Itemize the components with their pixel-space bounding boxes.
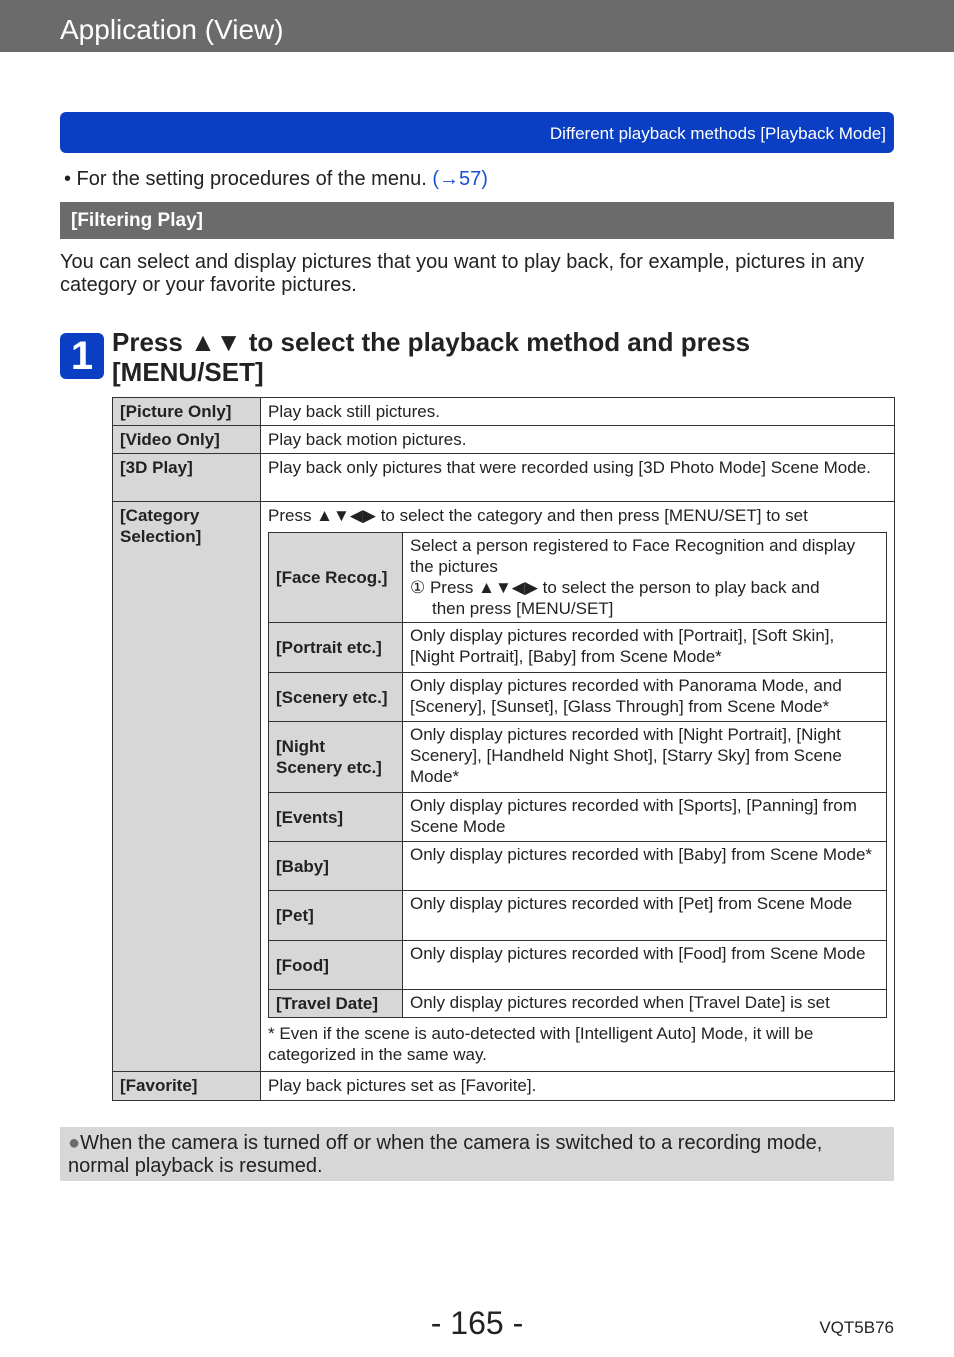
row-label: [Picture Only] (113, 398, 261, 426)
playback-method-table (112, 397, 895, 1101)
category-description: Only display pictures recorded with [Night Portrait], [Night Scenery], [Handheld Night Shot], [Starry Sky] from Scene Mode* (403, 722, 887, 793)
category-label: [Pet] (269, 891, 403, 941)
category-label: [Travel Date] (269, 990, 403, 1018)
row-label: [3D Play] (113, 454, 261, 502)
face-recog-line: Select a person registered to Face Recognition and display the pictures (410, 536, 856, 576)
table-row (269, 941, 887, 990)
table-row (269, 722, 887, 793)
category-description: Only display pictures recorded with [Pet] from Scene Mode (403, 891, 887, 941)
row-description: Play back pictures set as [Favorite]. (261, 1072, 895, 1101)
row-description: Play back still pictures. (261, 398, 895, 426)
top-header-bar (0, 0, 954, 52)
page-header-title: Application (View) (60, 14, 284, 45)
table-row (113, 426, 895, 454)
section-intro: You can select and display pictures that you want to play back, for example, pictures in any category or your favorite pictures. (60, 251, 865, 296)
category-table (268, 532, 887, 1018)
table-row (269, 623, 887, 673)
category-label: [Events] (269, 793, 403, 842)
category-description: Only display pictures recorded when [Travel Date] is set (403, 990, 887, 1018)
row-description: Play back motion pictures. (261, 426, 895, 454)
table-row (269, 793, 887, 842)
face-recog-line: then press [MENU/SET] (432, 599, 614, 618)
category-label: [Food] (269, 941, 403, 990)
category-label: [Baby] (269, 842, 403, 891)
category-description: Only display pictures recorded with [Portrait], [Soft Skin], [Night Portrait], [Baby] from Scene Mode* (403, 623, 887, 673)
category-description: Only display pictures recorded with [Baby] from Scene Mode* (403, 842, 887, 891)
category-label: [Face Recog.] (269, 533, 403, 623)
document-code: VQT5B76 (819, 1318, 894, 1337)
category-description (403, 533, 887, 623)
table-row (269, 891, 887, 941)
category-label: [Portrait etc.] (269, 623, 403, 673)
category-label: [Night Scenery etc.] (269, 722, 403, 793)
category-description: Only display pictures recorded with Panorama Mode, and [Scenery], [Sunset], [Glass Through] from Scene Mode* (403, 673, 887, 722)
table-row (269, 990, 887, 1018)
page-number: - 165 - (430, 1305, 524, 1341)
step-title: Press ▲▼ to select the playback method and press [MENU/SET] (112, 327, 751, 387)
table-row (113, 502, 895, 1072)
note-text: When the camera is turned off or when the camera is switched to a recording mode, normal playback is resumed. (68, 1132, 823, 1177)
row-description (261, 502, 895, 1072)
step-number-badge: 1 (60, 333, 104, 379)
footnote-text: Even if the scene is auto-detected with [Intelligent Auto] Mode, it will be categorized in the same way. (268, 1024, 814, 1064)
table-row (269, 673, 887, 722)
bullet-icon: ● (68, 1132, 81, 1154)
row-label: [Favorite] (113, 1072, 261, 1101)
category-description: Only display pictures recorded with [Food] from Scene Mode (403, 941, 887, 990)
section-title: [Filtering Play] (60, 202, 894, 239)
section-banner: Different playback methods [Playback Mode] (60, 112, 894, 153)
table-row (113, 454, 895, 502)
footnote (268, 1023, 887, 1065)
row-label: [Category Selection] (113, 502, 261, 1072)
page-reference-link[interactable]: (→57) (432, 168, 488, 190)
category-label: [Scenery etc.] (269, 673, 403, 722)
category-description: Only display pictures recorded with [Sports], [Panning] from Scene Mode (403, 793, 887, 842)
setting-note (64, 166, 488, 192)
table-row (113, 398, 895, 426)
setting-note-text: • For the setting procedures of the menu. (64, 168, 433, 190)
footnote-mark: * (268, 1024, 275, 1043)
table-row (113, 1072, 895, 1101)
face-recog-line: ① Press ▲▼◀▶ to select the person to play back and (410, 578, 820, 597)
table-row (269, 533, 887, 623)
row-label: [Video Only] (113, 426, 261, 454)
table-row (269, 842, 887, 891)
category-instruction: Press ▲▼◀▶ to select the category and then press [MENU/SET] to set (268, 506, 808, 525)
row-description: Play back only pictures that were recorded using [3D Photo Mode] Scene Mode. (261, 454, 895, 502)
note-box (60, 1127, 894, 1181)
